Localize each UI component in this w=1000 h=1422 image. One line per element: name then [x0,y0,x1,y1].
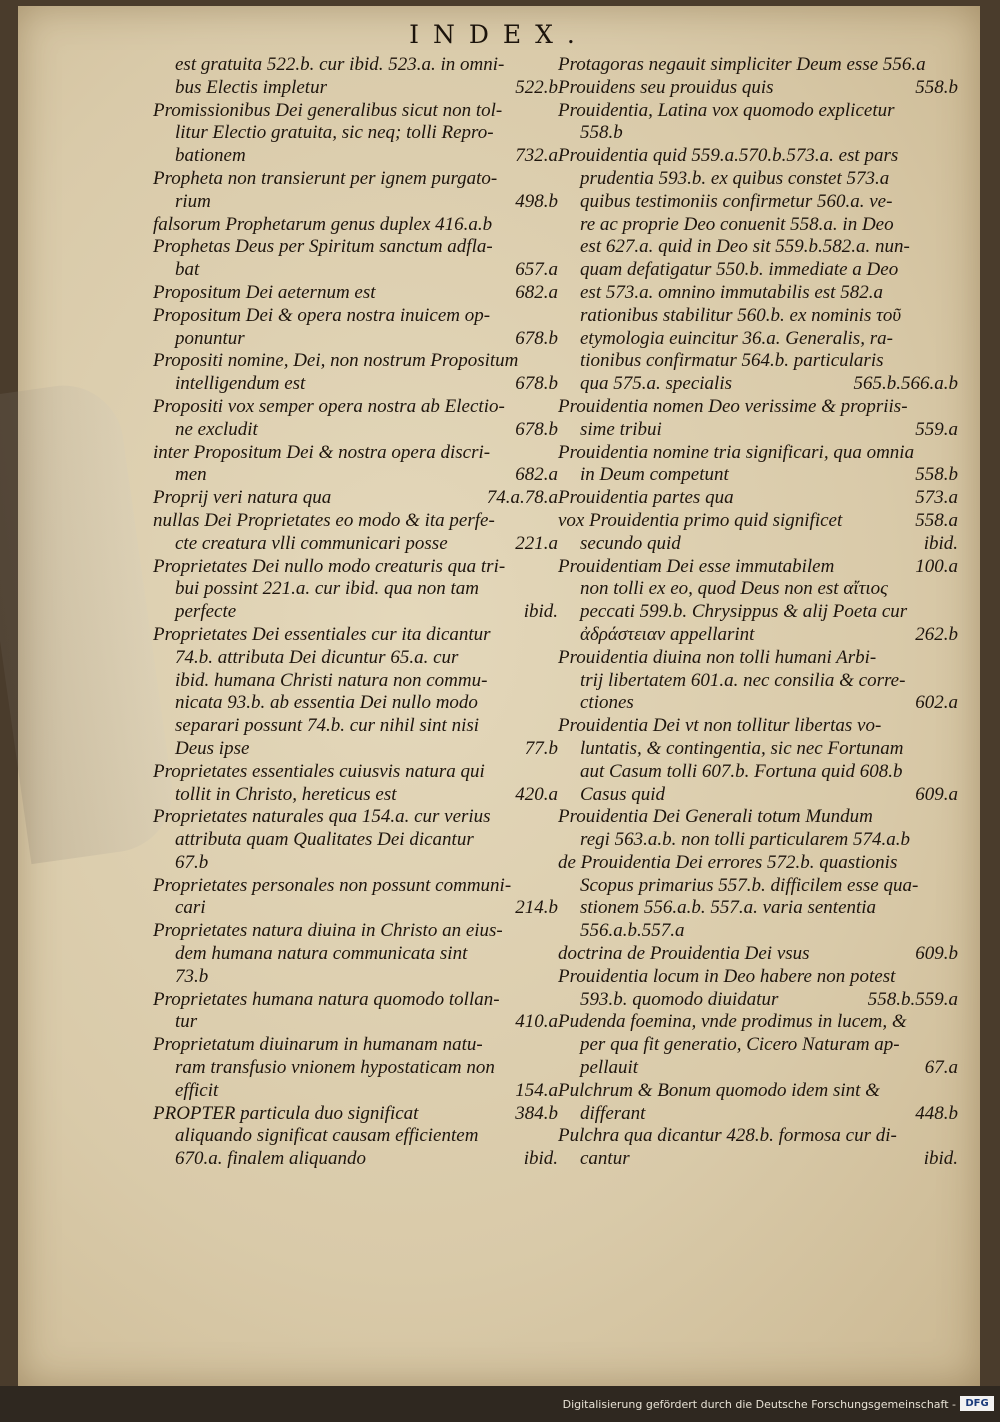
index-entry-line [153,1148,558,1171]
entry-text: non tolli ex eo, quod Deus non est αἴτιος [580,578,888,600]
index-entry-line [558,122,958,145]
entry-text: regi 563.a.b. non tolli particularem 574.a.b [580,829,911,851]
index-entry-line [558,510,958,533]
index-entry-line [558,852,958,875]
entry-text: Proprietates Dei essentiales cur ita dicantur [153,623,491,645]
entry-text: doctrina de Prouidentia Dei vsus [558,943,810,965]
index-entry-line [558,1103,958,1126]
entry-text: Propheta non transierunt per ignem purgato- [153,167,498,189]
index-entry-line [153,670,558,693]
index-entry-line [153,1080,558,1103]
entry-text: separari possunt 74.b. cur nihil sint nisi [175,715,480,737]
page-reference: 498.b [515,190,558,212]
index-entry-line [558,647,958,670]
index-entry-line [153,556,558,579]
page-reference: 657.a [515,259,558,281]
index-entry-line [558,920,958,943]
index-entry-line [153,145,558,168]
entry-text: Proprietates naturales qua 154.a. cur verius [153,806,491,828]
index-entry-line [153,373,558,396]
page-reference: 678.b [515,373,558,395]
page-reference: 682.a [515,464,558,486]
page-reference: 221.a [515,532,558,554]
entry-text: 74.b. attributa Dei dicuntur 65.a. cur [175,646,459,668]
entry-text: Pulchrum & Bonum quomodo idem sint & [558,1079,880,1101]
index-entry-line [558,715,958,738]
index-entry-line [558,784,958,807]
page-reference: 609.b [915,943,958,965]
entry-text: aliquando significat causam efficientem [175,1125,479,1147]
index-entry-line [153,624,558,647]
index-entry-line [153,897,558,920]
index-entry-line [153,191,558,214]
entry-text: Propositum Dei & opera nostra inuicem op- [153,304,491,326]
entry-text: Prouidentia locum in Deo habere non potest [558,965,896,987]
index-entry-line [558,1057,958,1080]
entry-text: 558.b [580,122,623,144]
index-entry-line [558,943,958,966]
entry-text: rium [175,190,211,212]
index-entry-line [153,214,558,237]
entry-text: bui possint 221.a. cur ibid. qua non tam [175,578,480,600]
dfg-logo: DFG [960,1396,994,1411]
index-entry-line [558,100,958,123]
page-reference: 558.b [915,464,958,486]
entry-text: men [175,464,207,486]
entry-text: nicata 93.b. ab essentia Dei nullo modo [175,692,478,714]
entry-text: tollit in Christo, hereticus est [175,783,397,805]
entry-text: Prouidentia quid 559.a.570.b.573.a. est pars [558,145,899,167]
index-entry-line [558,692,958,715]
index-entry-line [153,350,558,373]
entry-text: est gratuita 522.b. cur ibid. 523.a. in omni- [175,54,505,75]
entry-text: intelligendum est [175,373,306,395]
index-entry-line [153,305,558,328]
page-reference: 100.a [915,555,958,577]
entry-text: 670.a. finalem aliquando [175,1148,367,1170]
entry-text: PROPTER particula duo significat [153,1102,419,1124]
entry-text: quibus testimoniis confirmetur 560.a. ve- [580,190,893,212]
index-entry-line [153,236,558,259]
entry-text: etymologia euincitur 36.a. Generalis, ra- [580,327,893,349]
page-reference: 609.a [915,783,958,805]
index-entry-line [558,442,958,465]
entry-text: Proprij veri natura qua [153,487,332,509]
page-reference: 74.a.78.a [486,487,558,509]
index-entry-line [153,715,558,738]
entry-text: ctiones [580,692,634,714]
index-entry-line [153,578,558,601]
index-entry-line [153,168,558,191]
index-entry-line [558,259,958,282]
entry-text: peccati 599.b. Chrysippus & alij Poeta cur [580,601,908,623]
index-entry-line [153,943,558,966]
index-entry-line [153,282,558,305]
index-entry-line [153,396,558,419]
index-entry-line [558,533,958,556]
entry-text: Protagoras negauit simpliciter Deum esse 556.a [558,54,926,75]
index-entry-line [558,556,958,579]
footer-bar [0,1386,1000,1422]
entry-text: Scopus primarius 557.b. difficilem esse qua- [580,874,919,896]
entry-text: falsorum Prophetarum genus duplex 416.a.b [153,213,493,235]
index-entry-line [558,396,958,419]
entry-text: efficit [175,1079,219,1101]
index-entry-line [153,829,558,852]
entry-text: tionibus confirmatur 564.b. particularis [580,350,884,372]
index-entry-line [558,145,958,168]
index-entry-line [153,1057,558,1080]
page-reference: 448.b [915,1102,958,1124]
index-entry-line [558,578,958,601]
index-entry-line [153,738,558,761]
page-reference: 559.a [915,418,958,440]
entry-text: dem humana natura communicata sint [175,943,468,965]
index-entry-line [558,464,958,487]
entry-text: Propositi nomine, Dei, non nostrum Propositum [153,350,519,372]
entry-text: 73.b [175,965,209,987]
entry-text: attributa quam Qualitates Dei dicantur [175,829,474,851]
page-reference: 573.a [915,487,958,509]
index-entry-line [153,692,558,715]
index-entry-line [153,875,558,898]
page-reference: 420.a [515,783,558,805]
page-reference: ibid. [923,1148,958,1170]
entry-text: Prouidentia Dei Generali totum Mundum [558,806,873,828]
entry-text: luntatis, & contingentia, sic nec Fortunam [580,737,904,759]
entry-text: tur [175,1011,198,1033]
entry-text: qua 575.a. specialis [580,373,732,395]
index-entry-line [558,487,958,510]
entry-text: Pulchra qua dicantur 428.b. formosa cur di- [558,1125,897,1147]
entry-text: quam defatigatur 550.b. immediate a Deo [580,259,899,281]
entry-text: cantur [580,1148,630,1170]
entry-text: Prouidentia partes qua [558,487,734,509]
index-entry-line [558,624,958,647]
index-entry-line [153,100,558,123]
index-entry-line [558,1011,958,1034]
index-column-left [153,54,558,1171]
index-entry-line [558,419,958,442]
entry-text: in Deum competunt [580,464,729,486]
index-entry-line [558,989,958,1012]
entry-text: litur Electio gratuita, sic neq; tolli Repro- [175,122,494,144]
entry-text: re ac proprie Deo conuenit 558.a. in Deo [580,213,894,235]
page-reference: 678.b [515,418,558,440]
page-reference: 522.b [515,76,558,98]
page-reference: 77.b [524,737,558,759]
index-entry-line [558,829,958,852]
entry-text: ἀδράστειαν appellarint [580,623,755,645]
page-reference: 214.b [515,897,558,919]
entry-text: differant [580,1102,646,1124]
entry-text: Proprietates personales non possunt communi- [153,874,512,896]
page-reference: 384.b [515,1102,558,1124]
book-page [18,6,980,1386]
entry-text: Prouidentia nomine tria significari, qua omnia [558,441,915,463]
index-entry-line [153,77,558,100]
index-entry-line [153,806,558,829]
page-reference: 682.a [515,281,558,303]
index-entry-line [558,1148,958,1171]
index-entry-line [558,282,958,305]
entry-text: rationibus stabilitur 560.b. ex nominis τοῦ [580,304,902,326]
index-entry-line [153,464,558,487]
page-reference: ibid. [523,1148,558,1170]
entry-text: stionem 556.a.b. 557.a. varia sententia [580,897,877,919]
entry-text: Prophetas Deus per Spiritum sanctum adfla- [153,236,493,258]
index-entry-line [558,761,958,784]
entry-text: Prouidentia nomen Deo verissime & propriis- [558,395,908,417]
entry-text: 593.b. quomodo diuidatur [580,988,779,1010]
page-reference: ibid. [923,532,958,554]
index-entry-line [558,875,958,898]
page-reference: 732.a [515,145,558,167]
entry-text: aut Casum tolli 607.b. Fortuna quid 608.b [580,760,903,782]
entry-text: 67.b [175,851,209,873]
index-entry-line [558,77,958,100]
index-entry-line [558,373,958,396]
entry-text: cari [175,897,206,919]
entry-text: est 627.a. quid in Deo sit 559.b.582.a. nun- [580,236,910,258]
entry-text: secundo quid [580,532,681,554]
index-entry-line [153,601,558,624]
index-entry-line [558,305,958,328]
entry-text: Pudenda foemina, vnde prodimus in lucem, & [558,1011,907,1033]
index-entry-line [558,1125,958,1148]
entry-text: Proprietatum diuinarum in humanam natu- [153,1034,483,1056]
index-entry-line [153,761,558,784]
entry-text: Prouidentiam Dei esse immutabilem [558,555,835,577]
index-entry-line [558,350,958,373]
entry-text: Prouidentia, Latina vox quomodo explicetur [558,99,895,121]
index-entry-line [153,1125,558,1148]
index-entry-line [558,738,958,761]
entry-text: inter Propositum Dei & nostra opera discri- [153,441,491,463]
page-reference: 602.a [915,692,958,714]
index-entry-line [558,1080,958,1103]
entry-text: pellauit [580,1057,639,1079]
index-entry-line [153,852,558,875]
entry-text: trij libertatem 601.a. nec consilia & corre- [580,669,906,691]
index-entry-line [153,1034,558,1057]
index-entry-line [558,191,958,214]
index-entry-line [153,259,558,282]
entry-text: est 573.a. omnino immutabilis est 582.a [580,281,883,303]
index-entry-line [153,784,558,807]
entry-text: bationem [175,145,246,167]
index-entry-line [558,601,958,624]
index-entry-line [558,1034,958,1057]
entry-text: cte creatura vlli communicari posse [175,532,448,554]
entry-text: Prouidens seu prouidus quis [558,76,774,98]
page-reference: 678.b [515,327,558,349]
index-entry-line [558,168,958,191]
page-reference: ibid. [523,601,558,623]
index-entry-line [153,328,558,351]
index-entry-line [153,989,558,1012]
entry-text: sime tribui [580,418,662,440]
entry-text: 556.a.b.557.a [580,920,685,942]
entry-text: de Prouidentia Dei errores 572.b. quastionis [558,851,898,873]
index-entry-line [558,897,958,920]
entry-text: Proprietates humana natura quomodo tollan- [153,988,500,1010]
entry-text: Casus quid [580,783,665,805]
entry-text: Proprietates Dei nullo modo creaturis qua tri- [153,555,506,577]
entry-text: ram transfusio vnionem hypostaticam non [175,1057,495,1079]
entry-text: Propositi vox semper opera nostra ab Electio- [153,395,505,417]
page-reference: 67.a [924,1057,958,1079]
entry-text: per qua fit generatio, Cicero Naturam ap- [580,1034,900,1056]
index-entry-line [558,328,958,351]
entry-text: Proprietates essentiales cuiusvis natura qui [153,760,485,782]
page-reference: 558.a [915,509,958,531]
entry-text: prudentia 593.b. ex quibus constet 573.a [580,167,890,189]
entry-text: ponuntur [175,327,245,349]
index-entry-line [558,806,958,829]
index-entry-line [558,214,958,237]
footer-credit: Digitalisierung gefördert durch die Deutsche Forschungsgemeinschaft - [562,1398,956,1411]
entry-text: Proprietates natura diuina in Christo an eius- [153,920,503,942]
entry-text: Prouidentia Dei vt non tollitur libertas vo- [558,715,882,737]
index-entry-line [153,510,558,533]
entry-text: Propositum Dei aeternum est [153,281,376,303]
page-reference: 565.b.566.a.b [853,373,958,395]
entry-text: ne excludit [175,418,258,440]
index-entry-line [558,236,958,259]
index-entry-line [153,966,558,989]
entry-text: perfecte [175,601,237,623]
index-entry-line [153,920,558,943]
index-entry-line [558,670,958,693]
page-reference: 558.b.559.a [867,988,958,1010]
entry-text: bus Electis impletur [175,76,327,98]
index-entry-line [153,122,558,145]
index-entry-line [153,1103,558,1126]
entry-text: bat [175,259,200,281]
index-entry-line [153,647,558,670]
page-reference: 154.a [515,1079,558,1101]
entry-text: vox Prouidentia primo quid significet [558,509,843,531]
entry-text: Prouidentia diuina non tolli humani Arbi- [558,646,877,668]
entry-text: Deus ipse [175,737,250,759]
index-column-right [558,54,958,1171]
page-reference: 262.b [915,623,958,645]
entry-text: Promissionibus Dei generalibus sicut non tol- [153,99,503,121]
index-entry-line [153,419,558,442]
index-entry-line [153,533,558,556]
index-entry-line [153,442,558,465]
page-reference: 410.a [515,1011,558,1033]
index-entry-line [153,1011,558,1034]
page-reference: 558.b [915,76,958,98]
entry-text: ibid. humana Christi natura non commu- [175,669,488,691]
index-entry-line [558,54,958,77]
entry-text: nullas Dei Proprietates eo modo & ita perfe- [153,509,495,531]
index-entry-line [153,54,558,77]
index-entry-line [558,966,958,989]
page-header: INDEX. [409,20,589,49]
index-entry-line [153,487,558,510]
